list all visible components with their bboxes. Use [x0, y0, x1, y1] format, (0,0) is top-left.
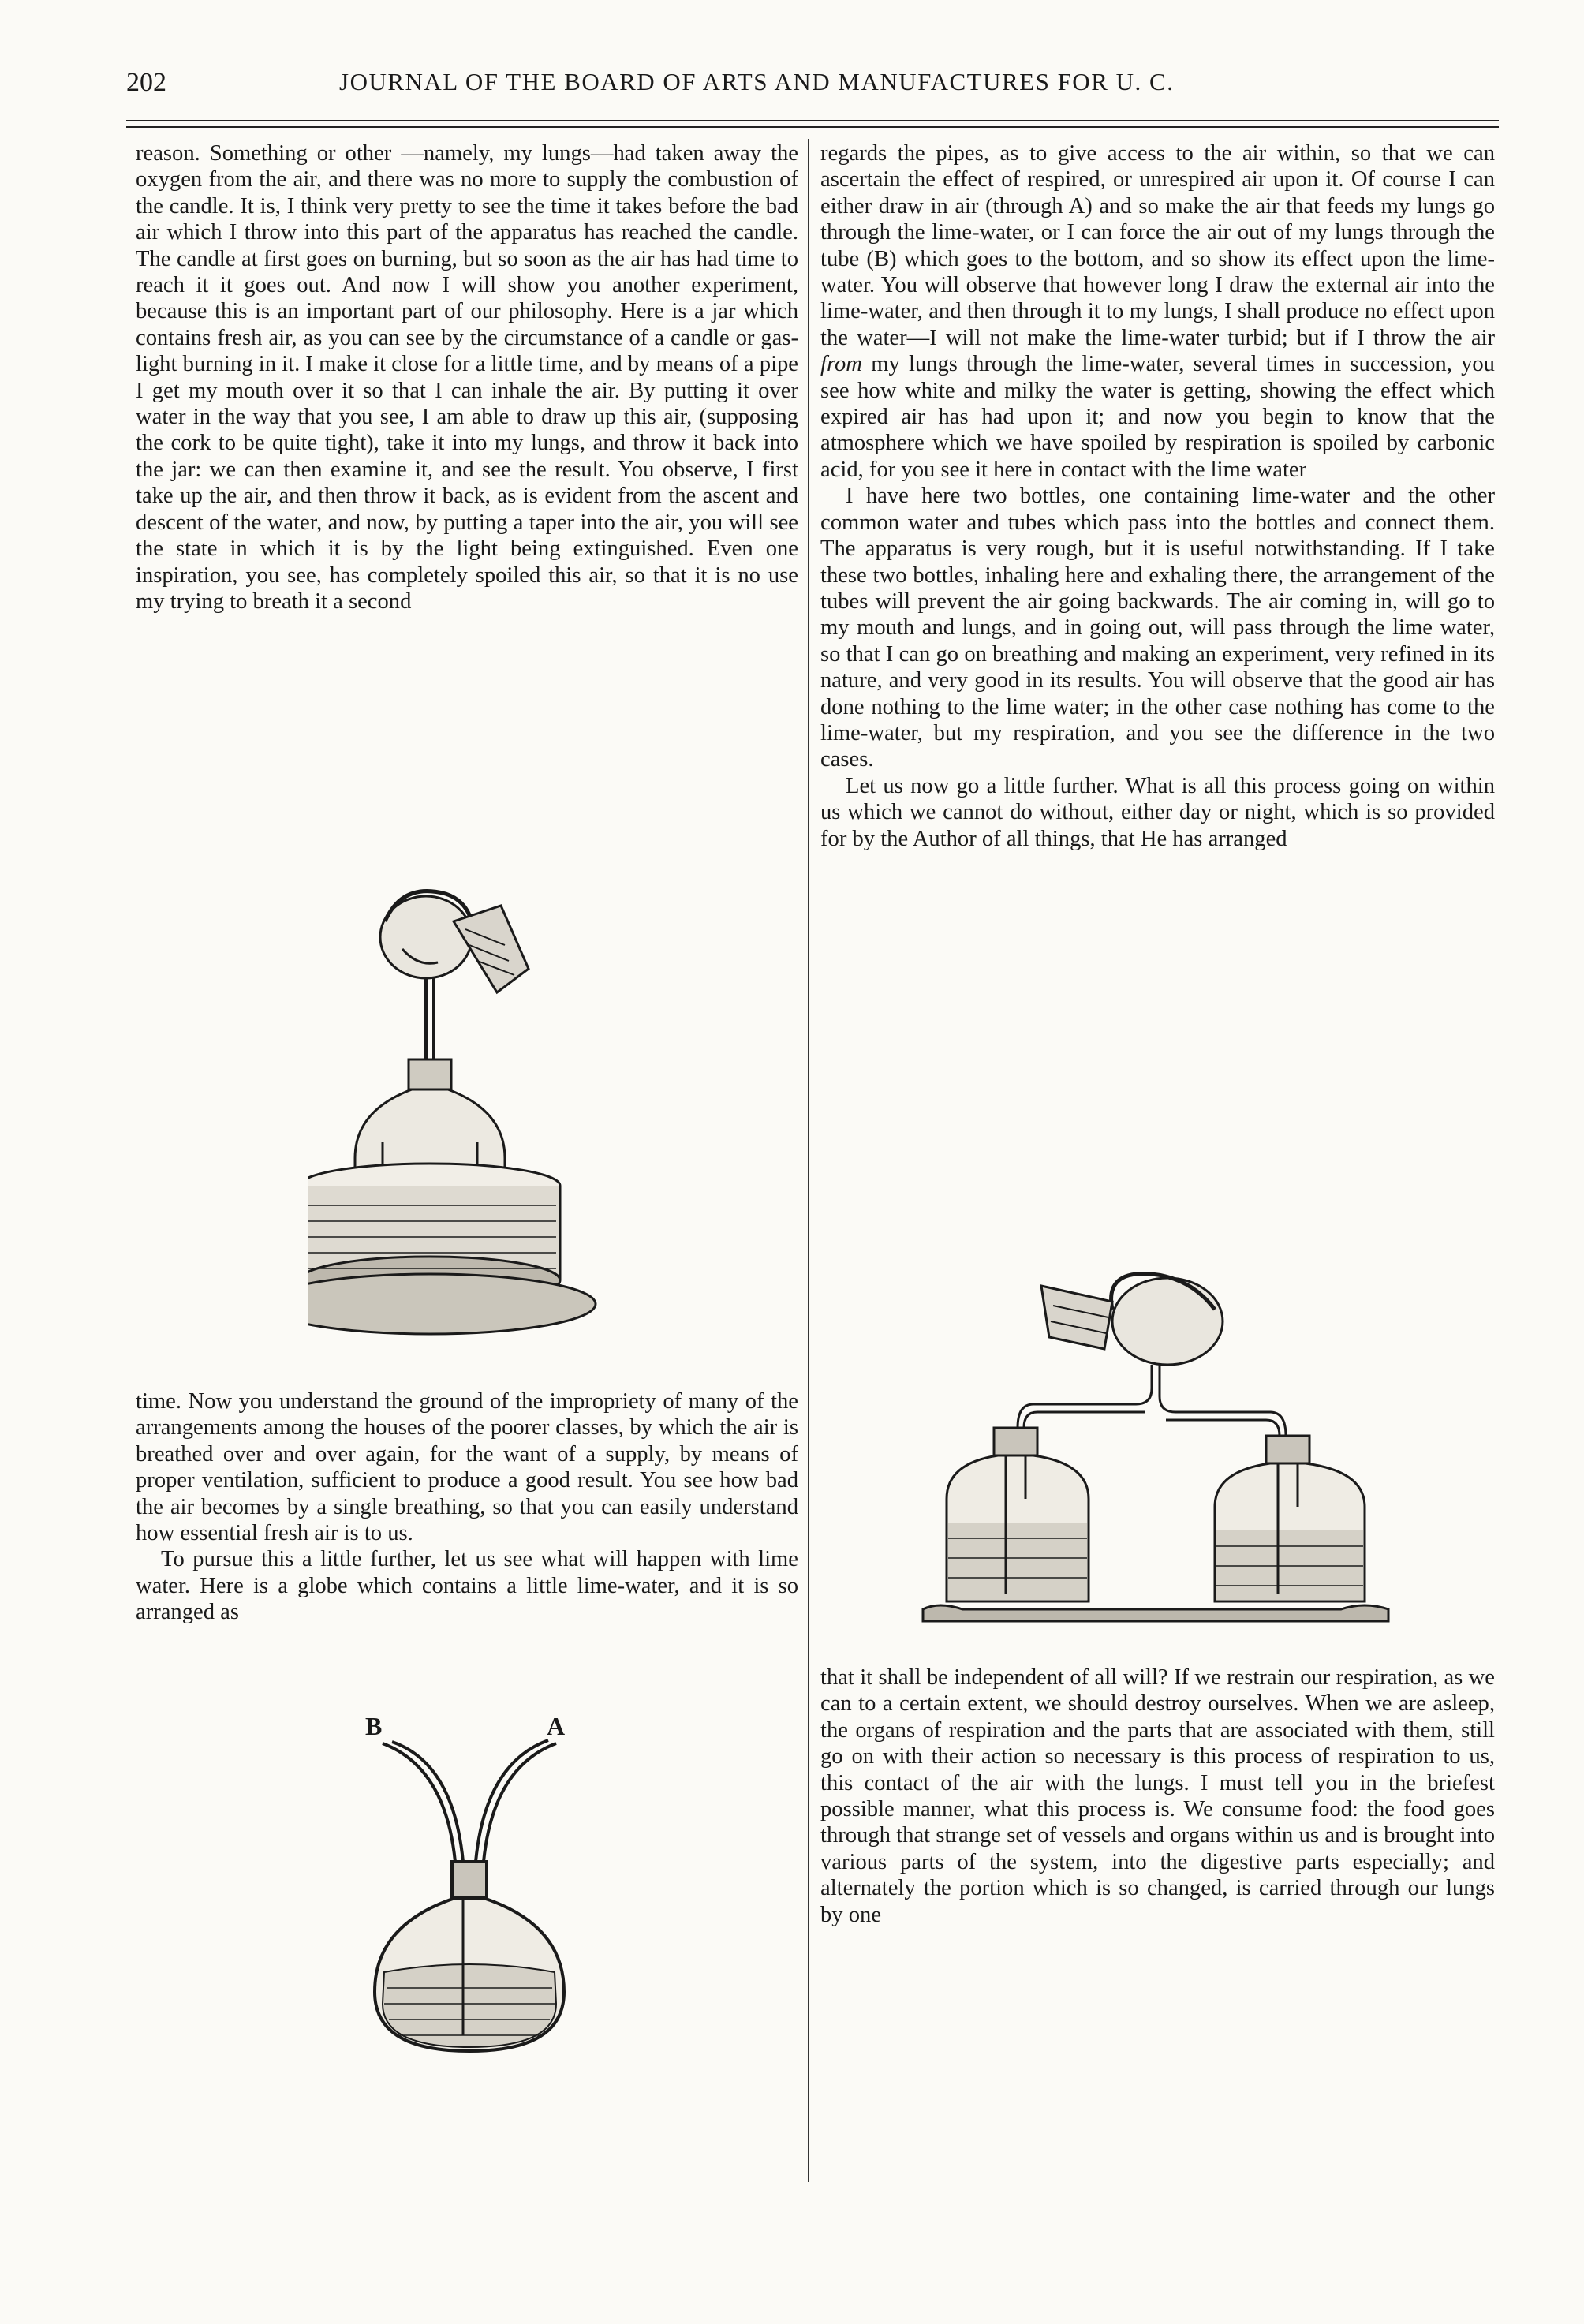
- journal-title: JOURNAL OF THE BOARD OF ARTS AND MANUFACTURES FOR U. C.: [339, 68, 1175, 95]
- header-rule-bottom: [126, 126, 1499, 128]
- paragraph: To pursue this a little further, let us see what will happen with lime water. Here is a globe which contains a little lime-water, and it is so arranged as: [136, 1547, 798, 1625]
- text-run: regards the pipes, as to give access to the air within, so that we can ascertain the effect of respired, or unrespired air upon it. Of course I can either draw in air (through A) and so make the air that feeds my lungs go through the lime-water, or I can force the air out of my lungs through the tube (B) which goes to the bottom, and so show its effect upon the lime-water. You will observe that however long I draw the external air into the lime-water, and then through it to my lungs, I shall produce no effect upon the water—I will not make the lime-water turbid; but if I throw the air: [820, 141, 1495, 350]
- two-bottles-illustration: [915, 1262, 1467, 1625]
- figure-jar-inhalation: [308, 874, 639, 1347]
- header-rule-top: [126, 120, 1499, 121]
- paragraph: time. Now you understand the ground of the impropriety of many of the arrangements among the houses of the poorer classes, by which the air is breathed over and over again, for the want of a supply, by means of proper ventilation, sufficient to produce a good result. You see how bad the air becomes by a single breathing, so that you can easily understand how essential fresh air is to us.: [136, 1389, 798, 1546]
- figure-two-bottles: [915, 1262, 1467, 1625]
- left-column-text-2: [136, 1388, 798, 1626]
- text-run: my lungs through the lime-water, several times in succession, you see how white and milky the water is getting, showing the effect which expired air has had upon it; and now you begin to know that the atmosphere which we have spoiled by respiration is spoiled by carbonic acid, for you see it here in contact with the lime water: [820, 352, 1495, 482]
- paragraph: I have here two bottles, one containing lime-water and the other common water and tubes which pass into the bottles and connect them. The apparatus is very rough, but it is useful notwithstanding. If I take these two bottles, inhaling here and exhaling there, the arrangement of the tubes will prevent the air going backwards. The air coming in, will go to my mouth and lungs, and in going out, will pass through the lime water, so that I can go on breathing and making an experiment, very refined in its nature, and very good in its results. You will observe that the good air has done nothing to the lime water; in the other case nothing has come to the lime-water, but my respiration, and you see the difference in the two cases.: [820, 484, 1495, 772]
- globe-illustration: [359, 1720, 588, 2067]
- italic-word: from: [820, 352, 862, 377]
- page-header: [126, 63, 1499, 104]
- paragraph: that it shall be independent of all will? If we restrain our respiration, as we can to a certain extent, we should destroy ourselves. When we are asleep, the organs of respiration and the parts that are associated with them, still go on with their action so necessary is this process of respiration to us, this contact of the air with the lungs. I must tell you in the briefest possible manner, what this process is. We consume food: the food goes through that strange set of vessels and organs within us and is brought into various parts of the system, into the digestive parts especially; and alternately the portion which is so changed, is carried through our lungs by one: [820, 1665, 1495, 1927]
- jar-inhalation-illustration: [308, 874, 639, 1347]
- paragraph: Let us now go a little further. What is all this process going on within us which we cannot do without, either day or night, which is so provided for by the Author of all things, that He has arranged: [820, 773, 1495, 851]
- globe-label-a: A: [547, 1712, 566, 1740]
- column-divider: [808, 139, 809, 2182]
- left-column-text-1: [136, 140, 798, 615]
- right-column-text-1: [820, 140, 1495, 852]
- globe-label-b: B: [365, 1712, 383, 1740]
- figure-lime-water-globe: [359, 1712, 588, 2067]
- paragraph: reason. Something or other —namely, my lungs—had taken away the oxygen from the air, and there was no more to supply the combustion of the candle. It is, I think very pretty to see the time it takes before the bad air which I throw into this part of the apparatus has reached the candle. The candle at first goes on burning, but so soon as the air has had time to reach it it goes out. And now I will show you another experiment, because this is an important part of our philosophy. Here is a jar which contains fresh air, as you can see by the circumstance of a candle or gas-light burning in it. I make it close for a little time, and by means of a pipe I get my mouth over it so that I can inhale the air. By putting it over water in the way that you see, I am able to draw up this air, (supposing the cork to be quite tight), take it into my lungs, and throw it back into the jar: we can then examine it, and see the result. You observe, I first take up the air, and then throw it back, as is evident from the ascent and descent of the water, and now, by putting a taper into the air, you will see the state in which it is by the light being extinguished. Even one inspiration, you see, has completely spoiled this air, so that it is no use my trying to breath it a second: [136, 141, 798, 614]
- right-column-text-2: [820, 1665, 1495, 1928]
- page-number: 202: [126, 68, 166, 97]
- paragraph: [820, 140, 1495, 483]
